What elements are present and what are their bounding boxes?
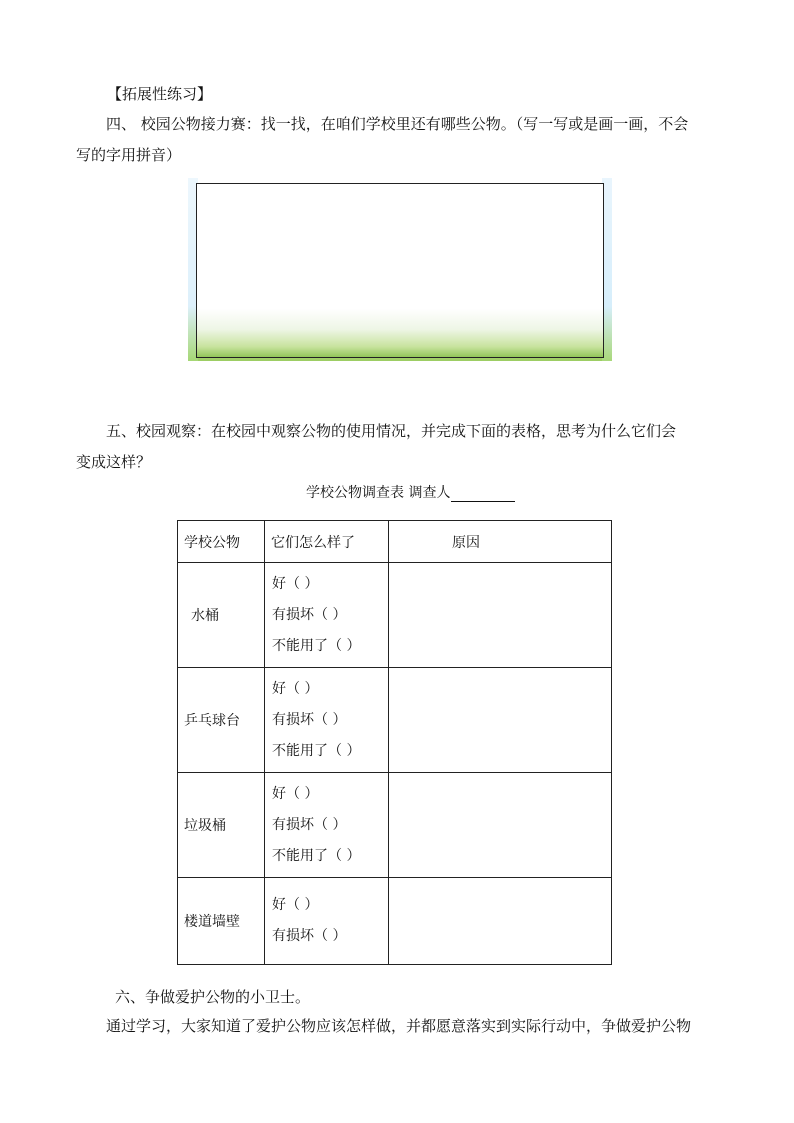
header-reason: 原因 xyxy=(389,521,612,563)
item-name: 水桶 xyxy=(178,563,265,668)
table-row xyxy=(178,563,612,668)
question-4-line-2: 写的字用拼音） xyxy=(76,146,182,164)
table-row xyxy=(178,773,612,878)
table-caption xyxy=(306,482,515,502)
table-row xyxy=(178,878,612,965)
item-name: 楼道墙壁 xyxy=(178,878,265,965)
item-name: 乒乓球台 xyxy=(178,668,265,773)
table-row xyxy=(178,668,612,773)
option-unusable[interactable]: 不能用了（ ） xyxy=(272,847,361,864)
drawing-area[interactable] xyxy=(196,183,604,358)
option-damaged[interactable]: 有损坏（ ） xyxy=(272,711,347,728)
reason-cell[interactable] xyxy=(389,668,612,773)
status-options[interactable] xyxy=(265,878,389,965)
option-damaged[interactable]: 有损坏（ ） xyxy=(272,928,347,944)
surveyor-blank[interactable] xyxy=(451,487,515,502)
table-header-row xyxy=(178,521,612,563)
question-5-line-1: 五、校园观察：在校园中观察公物的使用情况，并完成下面的表格，思考为什么它们会 xyxy=(106,422,677,440)
option-unusable[interactable]: 不能用了（ ） xyxy=(272,742,361,759)
question-6-title: 六、争做爱护公物的小卫士。 xyxy=(115,988,311,1006)
question-4-line-1: 四、 校园公物接力赛：找一找，在咱们学校里还有哪些公物。（写一写或是画一画，不会 xyxy=(106,115,689,133)
reason-cell[interactable] xyxy=(389,773,612,878)
table-caption-text: 学校公物调查表 调查人 xyxy=(306,485,451,501)
header-status: 它们怎么样了 xyxy=(265,521,389,563)
status-options[interactable] xyxy=(265,563,389,668)
question-6-text: 通过学习，大家知道了爱护公物应该怎样做，并都愿意落实到实际行动中，争做爱护公物 xyxy=(106,1017,692,1035)
survey-table xyxy=(177,520,612,965)
option-good[interactable]: 好（ ） xyxy=(272,897,319,913)
option-good[interactable]: 好（ ） xyxy=(272,680,319,697)
question-5-line-2: 变成这样？ xyxy=(76,453,152,471)
option-damaged[interactable]: 有损坏（ ） xyxy=(272,606,347,623)
reason-cell[interactable] xyxy=(389,563,612,668)
option-damaged[interactable]: 有损坏（ ） xyxy=(272,816,347,833)
option-good[interactable]: 好（ ） xyxy=(272,575,319,592)
option-good[interactable]: 好（ ） xyxy=(272,785,319,802)
header-item: 学校公物 xyxy=(178,521,265,563)
section-title: 【拓展性练习】 xyxy=(107,85,213,103)
item-name: 垃圾桶 xyxy=(178,773,265,878)
reason-cell[interactable] xyxy=(389,878,612,965)
drawing-box[interactable] xyxy=(188,178,612,361)
status-options[interactable] xyxy=(265,773,389,878)
status-options[interactable] xyxy=(265,668,389,773)
option-unusable[interactable]: 不能用了（ ） xyxy=(272,637,361,654)
